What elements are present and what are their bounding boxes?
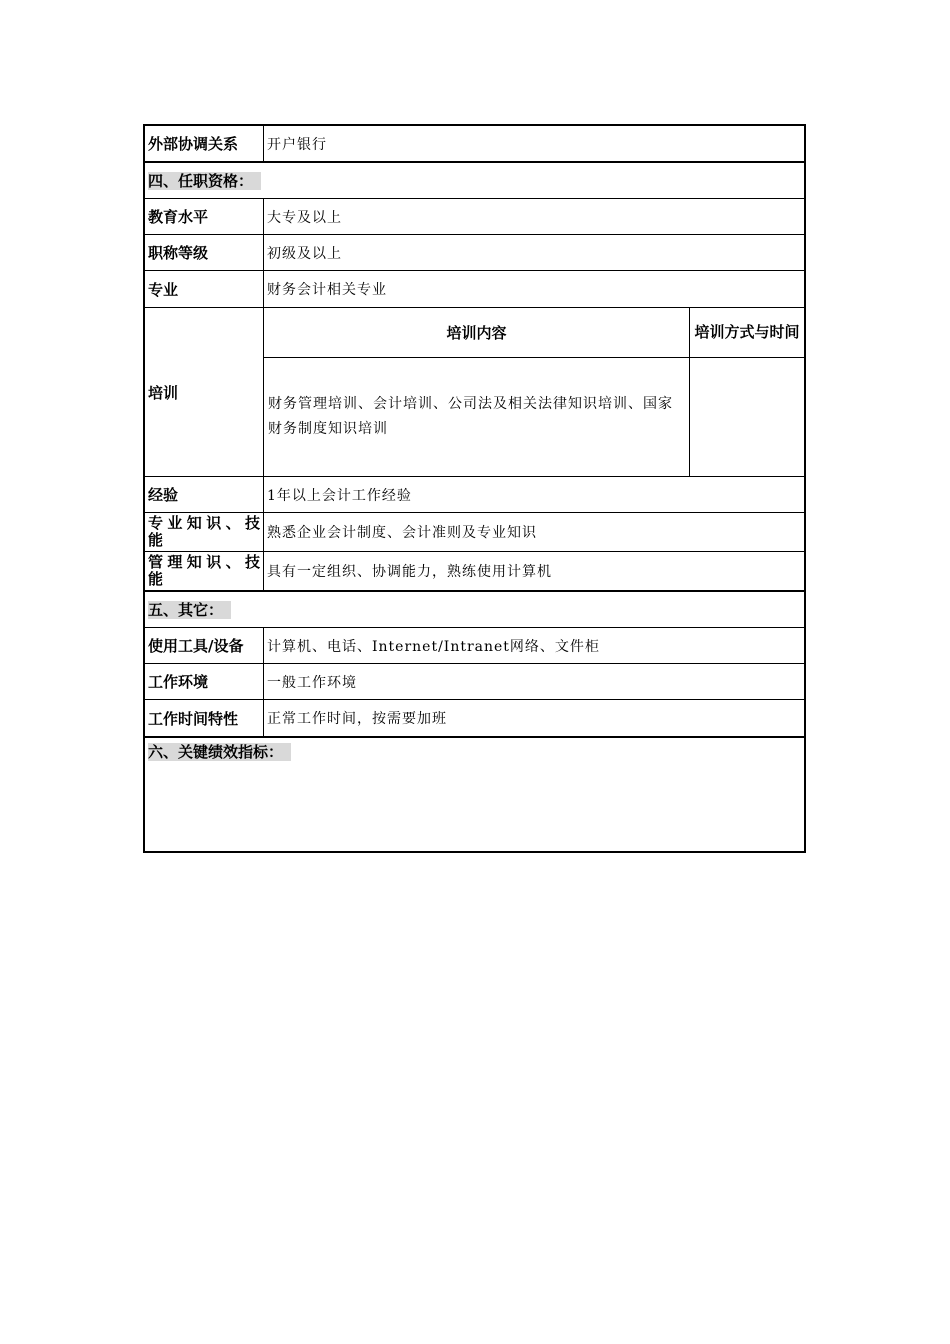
row-experience bbox=[145, 477, 804, 513]
professional-skills-label-line1: 专业知识、技 bbox=[148, 514, 260, 532]
training-method-header: 培训方式与时间 bbox=[690, 308, 804, 358]
training-method-value bbox=[690, 358, 804, 476]
row-training bbox=[145, 308, 804, 477]
tools-value: 计算机、电话、Internet/Intranet网络、文件柜 bbox=[267, 638, 600, 655]
training-label: 培训 bbox=[145, 308, 264, 476]
experience-value: 1年以上会计工作经验 bbox=[267, 487, 412, 504]
environment-value: 一般工作环境 bbox=[267, 674, 357, 691]
education-label: 教育水平 bbox=[145, 199, 264, 234]
education-value: 大专及以上 bbox=[267, 209, 342, 226]
environment-label: 工作环境 bbox=[145, 664, 264, 699]
row-tools bbox=[145, 628, 804, 664]
row-education bbox=[145, 199, 804, 235]
row-management-skills bbox=[145, 552, 804, 592]
experience-label: 经验 bbox=[145, 477, 264, 512]
section-qualifications-title: 四、任职资格： bbox=[148, 170, 261, 191]
section-qualifications bbox=[145, 163, 804, 199]
training-content-value: 财务管理培训、会计培训、公司法及相关法律知识培训、国家财务制度知识培训 bbox=[264, 358, 690, 476]
section-kpi-title: 六、关键绩效指标： bbox=[148, 741, 291, 762]
title-level-label: 职称等级 bbox=[145, 235, 264, 270]
professional-skills-label bbox=[145, 513, 264, 551]
row-external-relations bbox=[145, 126, 804, 163]
training-content-header: 培训内容 bbox=[264, 308, 690, 358]
external-relations-value: 开户银行 bbox=[267, 136, 327, 153]
major-label: 专业 bbox=[145, 271, 264, 307]
management-skills-label-line2: 能 bbox=[148, 570, 164, 588]
professional-skills-label-line2: 能 bbox=[148, 531, 164, 549]
tools-label: 使用工具/设备 bbox=[145, 628, 264, 663]
row-title-level bbox=[145, 235, 804, 271]
management-skills-label-line1: 管理知识、技 bbox=[148, 553, 260, 571]
section-other-title: 五、其它： bbox=[148, 599, 231, 620]
title-level-value: 初级及以上 bbox=[267, 245, 342, 262]
row-professional-skills bbox=[145, 513, 804, 552]
row-environment bbox=[145, 664, 804, 700]
management-skills-value: 具有一定组织、协调能力，熟练使用计算机 bbox=[267, 564, 552, 580]
working-hours-value: 正常工作时间，按需要加班 bbox=[267, 711, 447, 727]
row-major bbox=[145, 271, 804, 308]
major-value: 财务会计相关专业 bbox=[267, 282, 387, 298]
row-working-hours bbox=[145, 700, 804, 738]
section-other bbox=[145, 592, 804, 628]
job-description-table bbox=[143, 124, 806, 853]
working-hours-label: 工作时间特性 bbox=[145, 700, 264, 736]
management-skills-label bbox=[145, 552, 264, 590]
professional-skills-value: 熟悉企业会计制度、会计准则及专业知识 bbox=[267, 525, 537, 541]
section-kpi bbox=[145, 738, 804, 851]
external-relations-label: 外部协调关系 bbox=[145, 126, 264, 161]
